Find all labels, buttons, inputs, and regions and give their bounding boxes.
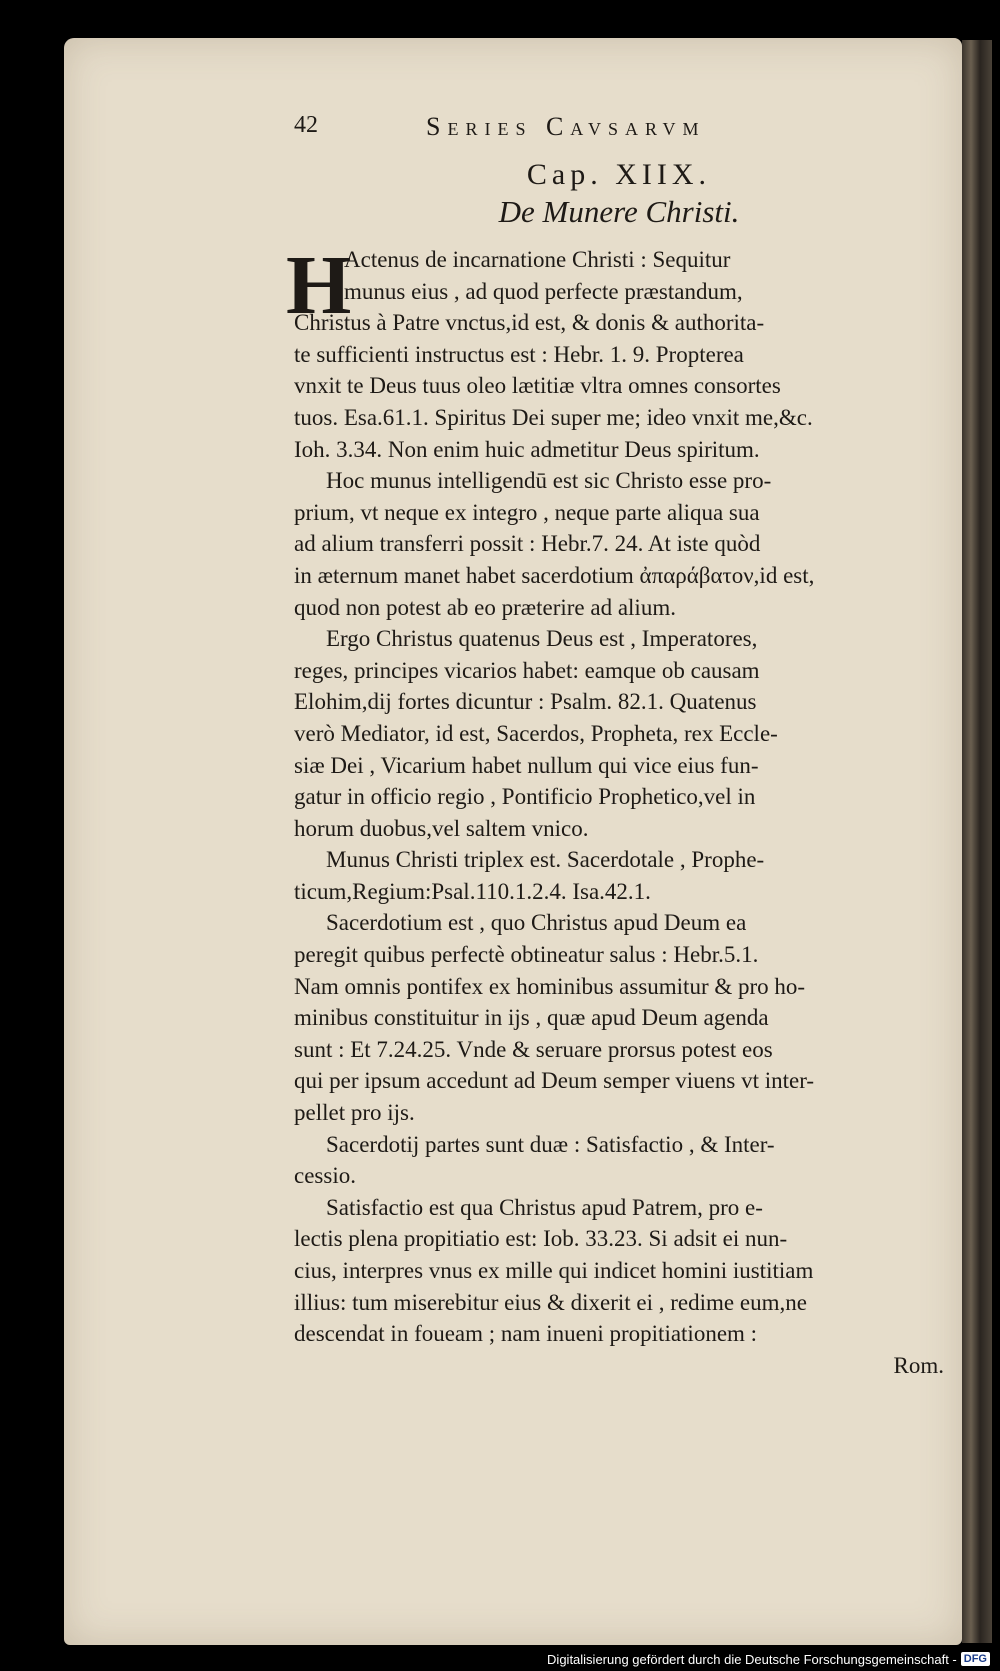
text-line: munus eius , ad quod perfecte præstandum, xyxy=(344,278,743,304)
text-line: Satisfactio est qua Christus apud Patrem, pro e- xyxy=(326,1194,763,1220)
text-line: minibus constituitur in ijs , quæ apud Deum agenda xyxy=(294,1005,769,1031)
text-line: Munus Christi triplex est. Sacerdotale , Prophe- xyxy=(326,847,765,873)
text-line: horum duobus,vel saltem vnico. xyxy=(294,815,589,841)
text-line: tuos. Esa.61.1. Spiritus Dei super me; ideo vnxit me,&c. xyxy=(294,404,813,430)
text-line: cessio. xyxy=(294,1163,356,1189)
text-line: pellet pro ijs. xyxy=(294,1100,415,1126)
text-line: Hoc munus intelligendū est sic Christo esse pro- xyxy=(326,468,772,494)
text-line: descendat in foueam ; nam inueni propitiationem : xyxy=(294,1321,758,1347)
text-line: Sacerdotij partes sunt duæ : Satisfactio , & Inter- xyxy=(326,1131,775,1157)
page-edge xyxy=(962,40,992,1643)
running-title: Series Cavsarvm xyxy=(426,112,706,141)
text-line: ticum,Regium:Psal.110.1.2.4. Isa.42.1. xyxy=(294,878,651,904)
text-line: Nam omnis pontifex ex hominibus assumitur & pro ho- xyxy=(294,973,806,999)
dfg-logo: DFG xyxy=(961,1652,990,1666)
page-number: 42 xyxy=(294,112,318,138)
text-line: sunt : Et 7.24.25. Vnde & seruare prorsus potest eos xyxy=(294,1036,773,1062)
text-line: Ergo Christus quatenus Deus est , Imperatores, xyxy=(326,626,758,652)
chapter-subtitle: De Munere Christi. xyxy=(498,194,740,229)
text-line: Rom. xyxy=(893,1352,944,1378)
text-line: reges, principes vicarios habet: eamque ob causam xyxy=(294,657,760,683)
text-line: quod non potest ab eo præterire ad alium. xyxy=(294,594,676,620)
text-line: vnxit te Deus tuus oleo lætitiæ vltra omnes consortes xyxy=(294,373,781,399)
text-line: gatur in officio regio , Pontificio Prophetico,vel in xyxy=(294,784,756,810)
text-line: te sufficienti instructus est : Hebr. 1. 9. Propterea xyxy=(294,341,744,367)
text-line: Actenus de incarnatione Christi : Sequitur xyxy=(344,247,731,272)
text-line: siæ Dei , Vicarium habet nullum qui vice eius fun- xyxy=(294,752,759,778)
text-line: Elohim,dij fortes dicuntur : Psalm. 82.1. Quatenus xyxy=(294,689,757,715)
chapter-heading: Cap. XIIX. xyxy=(526,158,712,191)
text-line: ad alium transferri possit : Hebr.7. 24. At iste quòd xyxy=(294,531,761,557)
text-line: prium, vt neque ex integro , neque parte aliqua sua xyxy=(294,499,760,525)
text-line: Ioh. 3.34. Non enim huic admetitur Deus spiritum. xyxy=(294,436,760,462)
text-line: Christus à Patre vnctus,id est, & donis & authorita- xyxy=(294,310,765,336)
footer-text: Digitalisierung gefördert durch die Deutsche Forschungsgemeinschaft - xyxy=(547,1651,957,1667)
text-line: illius: tum miserebitur eius & dixerit ei , redime eum,ne xyxy=(294,1289,807,1315)
text-line: qui per ipsum accedunt ad Deum semper viuens vt inter- xyxy=(294,1068,815,1094)
text-line: peregit quibus perfectè obtineatur salus : Hebr.5.1. xyxy=(294,942,759,968)
running-head xyxy=(294,112,944,146)
drop-cap: H xyxy=(286,239,352,332)
body-text xyxy=(294,244,944,1381)
text-line: Sacerdotium est , quo Christus apud Deum ea xyxy=(326,910,747,936)
footer-credit xyxy=(0,1647,1000,1671)
text-line: cius, interpres vnus ex mille qui indicet homini iustitiam xyxy=(294,1258,814,1283)
text-line: in æternum manet habet sacerdotium ἀπαράβατον,id est, xyxy=(294,562,815,588)
text-line: verò Mediator, id est, Sacerdos, Propheta, rex Eccle- xyxy=(294,720,778,746)
text-line: lectis plena propitiatio est: Iob. 33.23. Si adsit ei nun- xyxy=(294,1226,788,1252)
text-block xyxy=(286,112,944,1381)
